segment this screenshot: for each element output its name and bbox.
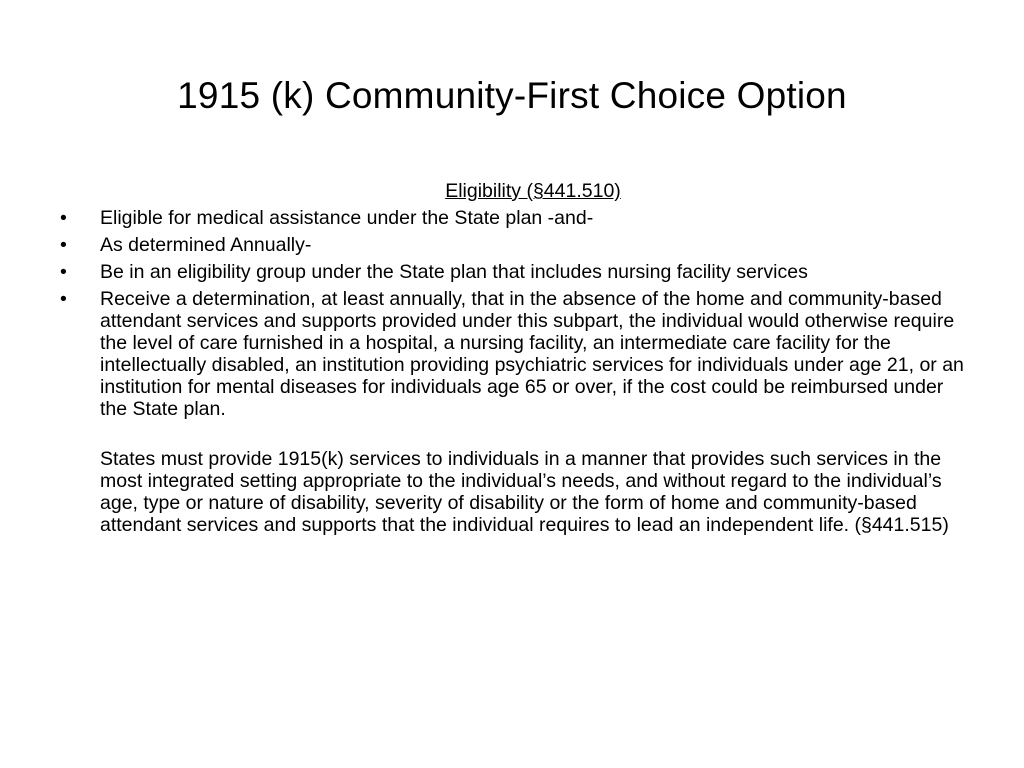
slide-title: 1915 (k) Community-First Choice Option — [177, 75, 847, 116]
closing-paragraph: States must provide 1915(k) services to individuals in a manner that provides such services in the most integrated setting appropriate to the individual’s needs, and without regard to the individual’s age, type or nature of disability, severity of disability or the form of home and community-based attendant services and supports that the individual requires to lead an independent life. (§441.515) — [100, 448, 949, 536]
list-item-text: Receive a determination, at least annually, that in the absence of the home and community-based attendant services and supports provided under this subpart, the individual would otherwise require the level of care furnished in a hospital, a nursing facility, an intermediate care facility for the intellectually disabled, an institution providing psychiatric services for individuals under age 21, or an institution for mental diseases for individuals age 65 or over, if the cost could be reimbursed under the State plan. — [100, 288, 964, 420]
list-item-text: Eligible for medical assistance under the State plan -and- — [100, 207, 594, 229]
eligibility-list — [58, 207, 968, 420]
list-item — [58, 288, 968, 420]
list-item — [58, 207, 968, 229]
bullet-icon: • — [60, 207, 67, 229]
bullet-icon: • — [60, 261, 67, 283]
list-item — [58, 261, 968, 283]
eligibility-heading: Eligibility (§441.510) — [445, 180, 621, 202]
list-item-text: As determined Annually- — [100, 234, 312, 256]
bullet-icon: • — [60, 234, 67, 256]
bullet-icon: • — [60, 288, 67, 310]
list-item — [58, 234, 968, 256]
list-item-text: Be in an eligibility group under the State plan that includes nursing facility services — [100, 261, 808, 283]
slide-body — [58, 180, 968, 536]
